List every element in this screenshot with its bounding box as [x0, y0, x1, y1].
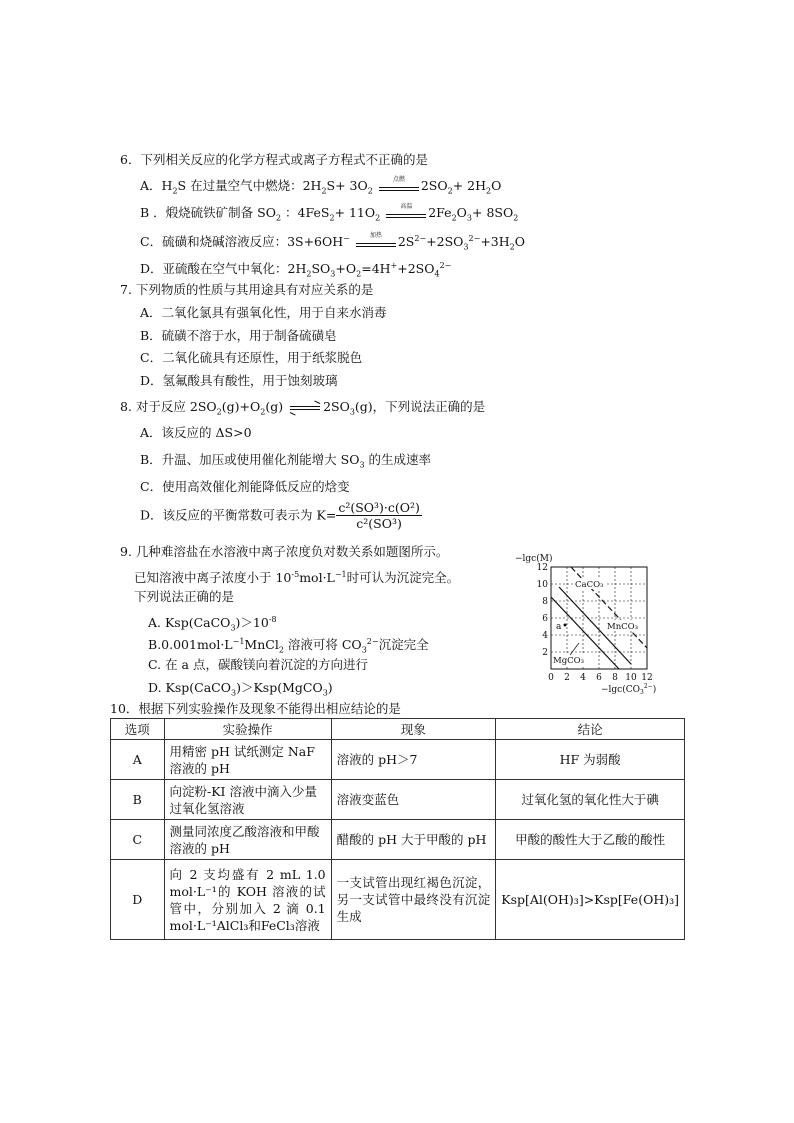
point-a-label: a [556, 622, 562, 632]
q10-stem: 10．根据下列实验操作及现象不能得出相应结论的是 [110, 701, 401, 716]
q8-option-a: A．该反应的 ΔS>0 [140, 425, 252, 440]
table-row [111, 820, 685, 860]
svg-text:0: 0 [548, 673, 554, 683]
q9-condition: 已知溶液中离子浓度小于 $10^{-5}mol\cdot L^{-1}$时可认为沉淀完全。 [134, 570, 460, 586]
equilibrium-constant-fraction: $\frac{\text{c²(SO³)·c(O²)}}{\text{c²(SO³)}}$ [338, 500, 420, 531]
graph-x-ticks [548, 673, 653, 683]
q8-stem: 8. 对于反应 $2SO_2(g)+O_2(g)$ $2SO_3(g)$，下列说法正确的是 [120, 399, 486, 417]
graph-y-ticks [537, 563, 549, 658]
q7-option-c: C．二氧化硫具有还原性，用于纸浆脱色 [140, 350, 363, 365]
mgco3-label: MgCO₃ [553, 656, 585, 666]
svg-text:10: 10 [536, 580, 548, 590]
svg-text:2: 2 [542, 648, 548, 658]
row-option: D [111, 860, 165, 940]
header-phenomenon: 现象 [331, 719, 496, 740]
row-conclusion: 过氧化氢的氧化性大于碘 [496, 780, 685, 820]
table-header-row [111, 719, 685, 740]
row-phenomenon: 溶液的 pH＞7 [331, 740, 496, 780]
q7-option-b: B．硫磺不溶于水，用于制备硫磺皂 [140, 328, 337, 343]
q6-option-d: D．亚硫酸在空气中氧化：$2H_2SO_3+O_2=4H^++2SO_4^{2-}$ [140, 261, 452, 279]
svg-text:12: 12 [536, 563, 548, 573]
row-phenomenon: 一支试管出现红褐色沉淀，另一支试管中最终没有沉淀生成 [331, 860, 496, 940]
q10-table [110, 718, 685, 940]
q9-stem: 9. 几种难溶盐在水溶液中离子浓度负对数关系如题图所示。 [120, 544, 449, 559]
reaction-condition-arrow: 加热 [356, 236, 396, 250]
row-option: C [111, 820, 165, 860]
q7-option-a: A．二氧化氯具有强氧化性，用于自来水消毒 [140, 305, 387, 320]
q6-option-b: B ．煅烧硫铁矿制备 $SO_2$ ：$4FeS_2+ 11O_2$ 高温 $2Fe_2O_3+ 8SO_2$ [140, 202, 519, 223]
graph-y-axis-label: −lgc(M) [515, 554, 553, 564]
reaction-condition-arrow: 高温 [386, 207, 426, 221]
q9-option-b: $B.0.001mol\cdot L^{-1}MnCl_2$ 溶液可将 $CO_3^{2-}$沉淀完全 [148, 637, 429, 655]
q7-option-d: D．氢氟酸具有酸性，用于蚀刻玻璃 [140, 373, 338, 388]
header-option: 选项 [111, 719, 165, 740]
q6-stem: 6．下列相关反应的化学方程式或离子方程式不正确的是 [120, 152, 428, 167]
row-operation: 向 2 支均盛有 2 mL 1.0 mol·L⁻¹的 KOH 溶液的试管中，分别加入 2 滴 0.1 mol·L⁻¹AlCl₃和FeCl₃溶液 [164, 860, 331, 940]
svg-text:2: 2 [564, 673, 570, 683]
row-operation: 用精密 pH 试纸测定 NaF 溶液的 pH [164, 740, 331, 780]
svg-text:6: 6 [596, 673, 602, 683]
header-operation: 实验操作 [164, 719, 331, 740]
q8-option-c: C．使用高效催化剂能降低反应的焓变 [140, 479, 350, 494]
q6-option-c: C．硫磺和烧碱溶液反应：3S+6OH− 加热 $2S^{2-}+2SO_3^{2-}+3H_2O$ [140, 231, 525, 252]
point-a [564, 624, 567, 627]
q9-option-d: D. Ksp(CaCO$_3$)＞Ksp(MgCO$_3$) [148, 680, 333, 698]
table-row [111, 780, 685, 820]
caco3-label: CaCO₃ [575, 580, 604, 590]
row-phenomenon: 醋酸的 pH 大于甲酸的 pH [331, 820, 496, 860]
q7-stem: 7. 下列物质的性质与其用途具有对应关系的是 [120, 282, 374, 297]
q6-option-a: A．$H_2S$ 在过量空气中燃烧：$2H_2S+ 3O_2$ 点燃 $2SO_2+ 2H_2O$ [140, 175, 502, 196]
mnco3-label: MnCO₃ [607, 622, 639, 632]
row-conclusion: Ksp[Al(OH)₃]>Ksp[Fe(OH)₃] [496, 860, 685, 940]
svg-text:10: 10 [625, 673, 637, 683]
row-conclusion: 甲酸的酸性大于乙酸的酸性 [496, 820, 685, 860]
header-conclusion: 结论 [496, 719, 685, 740]
table-row [111, 860, 685, 940]
svg-text:8: 8 [612, 673, 618, 683]
row-option: B [111, 780, 165, 820]
solubility-graph [513, 550, 673, 700]
q9-option-c: C. 在 a 点，碳酸镁向着沉淀的方向进行 [148, 657, 368, 672]
svg-text:12: 12 [641, 673, 653, 683]
row-option: A [111, 740, 165, 780]
svg-text:4: 4 [580, 673, 586, 683]
q9-option-a: A. $Ksp(CaCO_3)>10^{-8}$ [148, 615, 277, 633]
svg-text:4: 4 [542, 631, 548, 641]
row-operation: 向淀粉-KI 溶液中滴入少量过氧化氢溶液 [164, 780, 331, 820]
graph-x-axis-label: $-\lg c(CO_3^{2-})$ [601, 683, 657, 696]
svg-text:6: 6 [542, 614, 548, 624]
svg-text:8: 8 [542, 597, 548, 607]
q9-prompt: 下列说法正确的是 [134, 589, 235, 604]
table-row [111, 740, 685, 780]
row-phenomenon: 溶液变蓝色 [331, 780, 496, 820]
row-operation: 测量同浓度乙酸溶液和甲酸溶液的 pH [164, 820, 331, 860]
reversible-arrow-icon [290, 403, 320, 413]
q8-option-b: B．升温、加压或使用催化剂能增大 $SO_3$ 的生成速率 [140, 452, 432, 470]
reaction-condition-arrow: 点燃 [379, 180, 419, 194]
row-conclusion: HF 为弱酸 [496, 740, 685, 780]
q8-option-d: D．该反应的平衡常数可表示为 K= $\frac{\text{c²(SO³)·c(O²)}}{\text{c²(SO³)}}$ [140, 500, 420, 531]
